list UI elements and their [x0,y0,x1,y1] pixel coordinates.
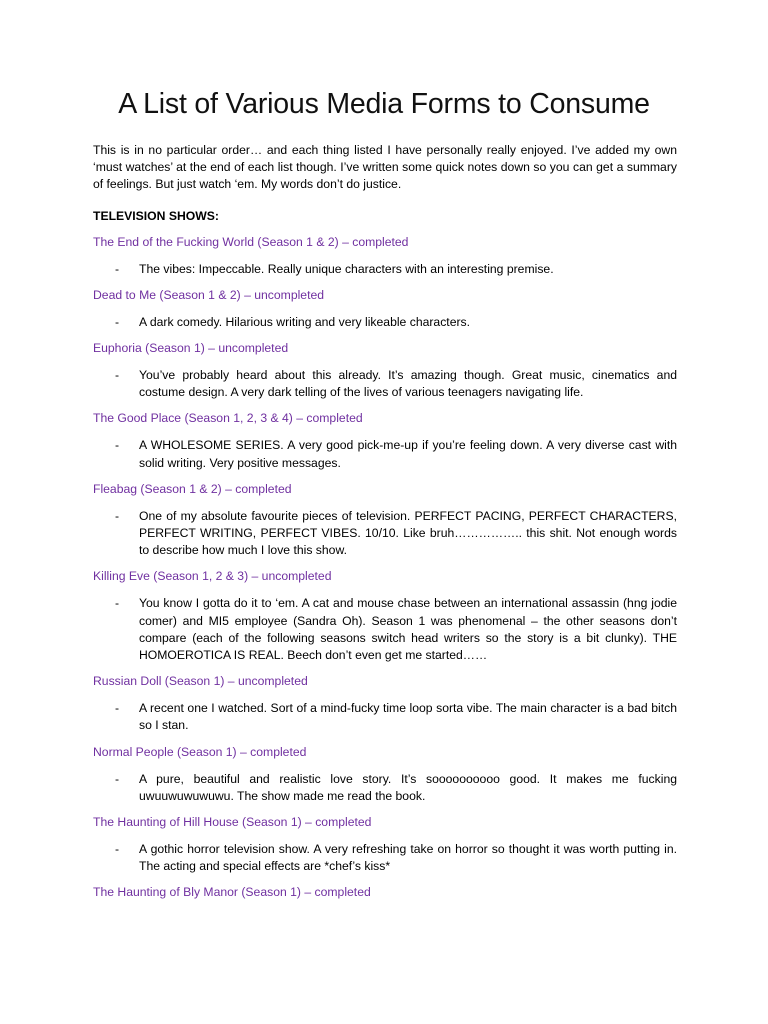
bullet-dash: - [115,842,120,857]
show-note-text: You’ve probably heard about this already. It’s amazing though. Great music, cinematics and costume design. A very dark telling of the lives of various teenagers navigating life. [139,368,677,400]
show-note [93,508,677,560]
bullet-dash: - [115,368,120,383]
show-note [93,437,677,471]
show-entry [93,287,677,331]
show-entry [93,340,677,401]
section-heading-television: TELEVISION SHOWS: [93,208,219,223]
show-title: The Good Place (Season 1, 2, 3 & 4) – completed [93,411,363,426]
show-entry [93,744,677,805]
show-note [93,314,677,331]
show-entry [93,234,677,278]
show-entry [93,410,677,471]
show-note [93,367,677,401]
show-note-text: A recent one I watched. Sort of a mind-fucky time loop sorta vibe. The main character is a bad bitch so I stan. [139,701,677,733]
show-title: Dead to Me (Season 1 & 2) – uncompleted [93,287,325,302]
show-note-text: One of my absolute favourite pieces of television. PERFECT PACING, PERFECT CHARACTERS, PERFECT WRITING, PERFECT VIBES. 10/10. Like bruh…………….. this shit. Not enough words to describe how much I love this show. [139,508,677,558]
bullet-dash: - [115,508,120,523]
show-title: Normal People (Season 1) – completed [93,744,307,759]
bullet-dash: - [115,438,120,453]
show-note-text: The vibes: Impeccable. Really unique characters with an interesting premise. [139,261,554,276]
show-note [93,261,677,278]
show-note-text: A dark comedy. Hilarious writing and very likeable characters. [139,314,471,329]
show-note-text: A pure, beautiful and realistic love story. It’s soooooooooo good. It makes me fucking uwuuwuwuwuwu. The show made me read the book. [139,771,677,803]
bullet-dash: - [115,261,120,276]
show-note [93,841,677,875]
show-entry [93,884,677,901]
bullet-dash: - [115,596,120,611]
document-body [93,142,677,901]
show-title: Euphoria (Season 1) – uncompleted [93,341,289,356]
bullet-dash: - [115,314,120,329]
bullet-dash: - [115,701,120,716]
show-note-text: You know I gotta do it to ‘em. A cat and mouse chase between an international assassin (hng jodie comer) and MI5 employee (Sandra Oh). Season 1 was phenomenal – the other seasons don’t compare (each of the following seasons switch head writers so the story is a bit clunky). THE HOMOEROTICA IS REAL. Beech don’t even get me started…… [139,596,677,663]
show-entry [93,814,677,875]
page-title: A List of Various Media Forms to Consume [118,88,650,120]
show-note [93,700,677,734]
show-entry [93,481,677,560]
show-title: Russian Doll (Season 1) – uncompleted [93,674,308,689]
show-title: Fleabag (Season 1 & 2) – completed [93,481,292,496]
bullet-dash: - [115,771,120,786]
show-title: The Haunting of Hill House (Season 1) – completed [93,815,372,830]
intro-paragraph: This is in no particular order… and each thing listed I have personally really enjoyed. I’ve added my own ‘must watches’ at the end of each list though. I’ve written some quick notes down so you can get a summary of feelings. But just watch ‘em. My words don’t do justice. [93,143,677,192]
show-entry [93,568,677,664]
show-note-text: A WHOLESOME SERIES. A very good pick-me-up if you’re feeling down. A very diverse cast with solid writing. Very positive messages. [139,438,677,470]
show-title: The End of the Fucking World (Season 1 & 2) – completed [93,234,409,249]
show-note [93,595,677,664]
show-title: Killing Eve (Season 1, 2 & 3) – uncompleted [93,569,332,584]
show-title: The Haunting of Bly Manor (Season 1) – completed [93,885,371,900]
show-note-text: A gothic horror television show. A very refreshing take on horror so thought it was worth putting in. The acting and special effects are *chef’s kiss* [139,842,677,874]
show-entry [93,673,677,734]
show-note [93,771,677,805]
